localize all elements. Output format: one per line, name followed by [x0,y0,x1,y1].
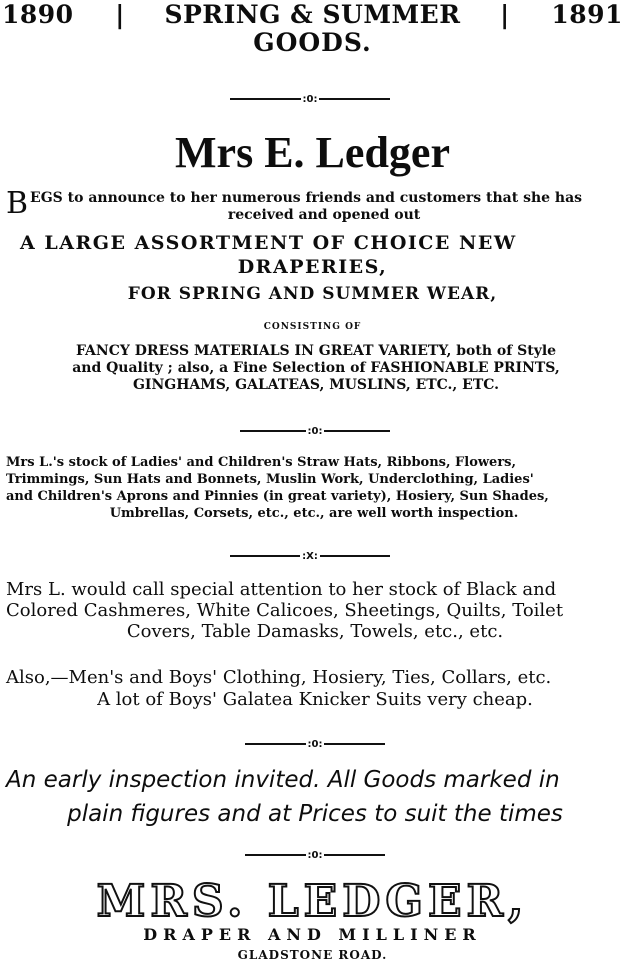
ornamental-rule: :0: [245,737,385,751]
special-attention-paragraph [6,579,624,642]
also-line-2: A lot of Boys' Galatea Knicker Suits very cheap. [97,689,533,710]
stock-line-1: Mrs L.'s stock of Ladies' and Children's Straw Hats, Ribbons, Flowers, [6,455,517,470]
fancy-line-3: GINGHAMS, GALATEAS, MUSLINS, ETC., ETC. [132,377,500,393]
header-divider: | [500,0,510,29]
inspection-notice [6,763,624,831]
special-line-2: Colored Cashmeres, White Calicoes, Sheetings, Quilts, Toilet [6,600,564,621]
ornamental-rule: :0: [240,424,390,438]
announcement-line-2: received and opened out [227,207,421,223]
inspection-line-1: An early inspection invited. All Goods marked in [6,767,560,793]
stock-paragraph [6,454,622,522]
header-line [0,0,625,30]
announcement-line-1: EGS to announce to her numerous friends and customers that she has [30,190,583,206]
season-title: SPRING & SUMMER [164,0,461,29]
fancy-line-1: FANCY DRESS MATERIALS IN GREAT VARIETY, both of Style [75,343,557,359]
header-divider: | [115,0,125,29]
also-line-1: Also,—Men's and Boys' Clothing, Hosiery, Ties, Collars, etc. [6,667,552,688]
year-right: 1891 [551,0,623,29]
year-left: 1890 [2,0,74,29]
stock-line-3: and Children's Aprons and Pinnies (in great variety), Hosiery, Sun Shades, [6,489,549,504]
special-line-3: Covers, Table Damasks, Towels, etc., etc. [126,621,504,642]
goods-heading: GOODS. [253,28,372,57]
fancy-line-2: and Quality ; also, a Fine Selection of FASHIONABLE PRINTS, [72,360,560,376]
drop-cap: B [6,186,29,221]
ornamental-rule: :0: [245,848,385,862]
footer-name: MRS. LEDGER, [96,876,529,927]
stock-line-4: Umbrellas, Corsets, etc., etc., are well worth inspection. [109,506,519,521]
fancy-materials [16,343,616,394]
special-line-1: Mrs L. would call special attention to her stock of Black and [6,579,557,600]
ornamental-rule: :0: [230,92,390,106]
draperies-heading: DRAPERIES, [237,256,388,278]
stock-line-2: Trimmings, Sun Hats and Bonnets, Muslin Work, Underclothing, Ladies' [6,472,534,487]
mens-clothing-paragraph [6,667,624,711]
assortment-heading: A LARGE ASSORTMENT OF CHOICE NEW [20,232,517,254]
season-wear-heading: FOR SPRING AND SUMMER WEAR, [127,284,498,304]
trade-line: DRAPER AND MILLINER [143,925,482,944]
proprietor-name: Mrs E. Ledger [175,128,450,177]
address-line: GLADSTONE ROAD. [237,948,388,962]
ornamental-rule: :X: [230,549,390,563]
inspection-line-2: plain figures and at Prices to suit the times [67,801,563,827]
consisting-of: CONSISTING OF [263,322,362,332]
announcement [6,186,618,224]
